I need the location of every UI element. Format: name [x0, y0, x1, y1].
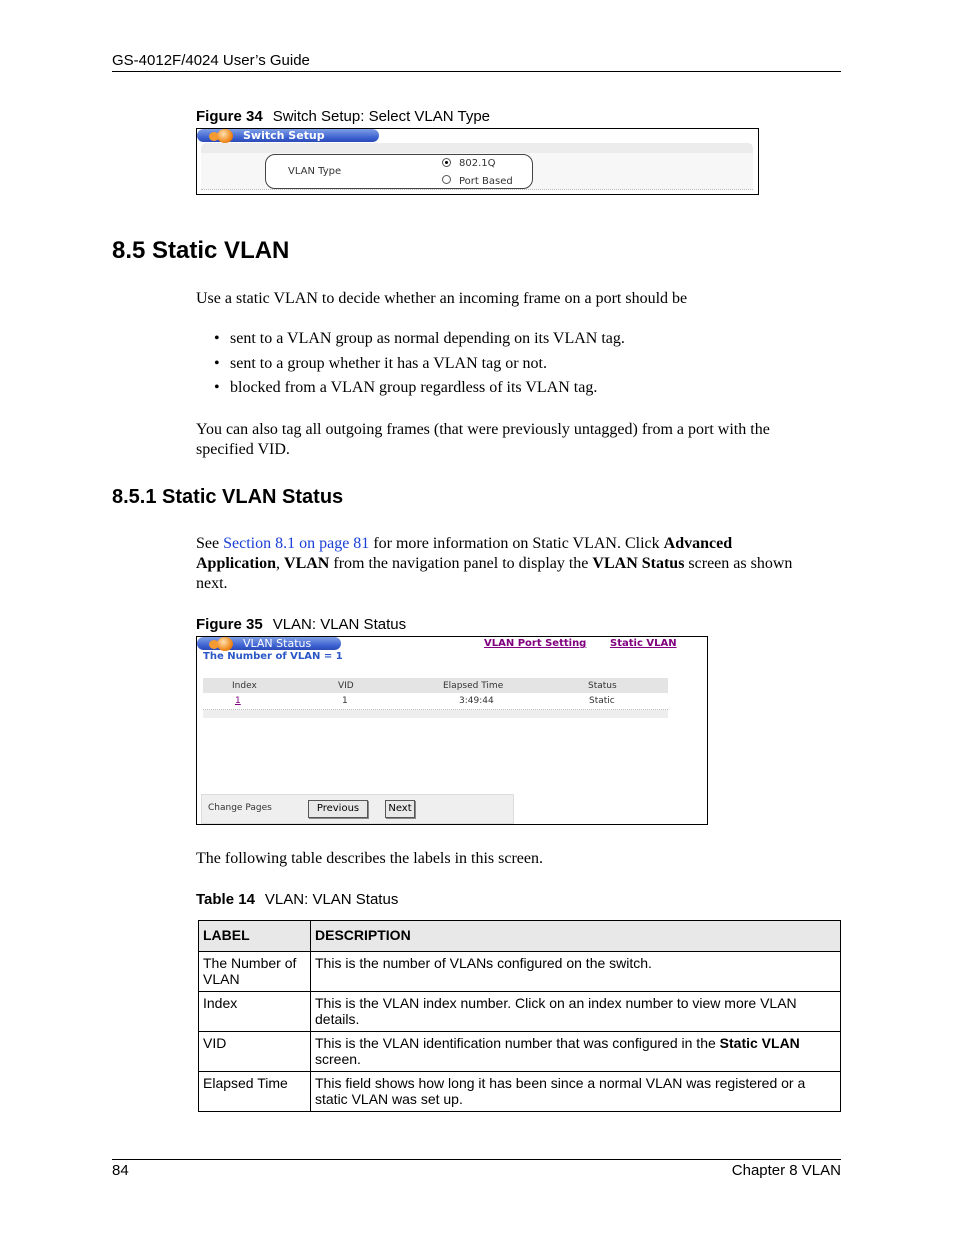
- header-rule: [112, 71, 841, 72]
- bullet-item: • sent to a group whether it has a VLAN tag or not.: [214, 355, 547, 372]
- row-description: This is the VLAN identification number that was configured in the Static VLAN screen.: [311, 1032, 841, 1072]
- figure-34-caption: [196, 108, 490, 125]
- switch-setup-title: Switch Setup: [243, 129, 325, 142]
- bullet-item: • sent to a VLAN group as normal depending on its VLAN tag.: [214, 330, 625, 347]
- elapsed-value: 3:49:44: [459, 696, 494, 706]
- row-label: VID: [199, 1032, 311, 1072]
- row-label: The Number of VLAN: [199, 952, 311, 992]
- tag-paragraph: [196, 420, 841, 460]
- table-footer-band: [203, 710, 668, 718]
- footer-rule: [112, 1159, 841, 1160]
- switch-setup-banner: [197, 129, 379, 142]
- intro-paragraph: Use a static VLAN to decide whether an incoming frame on a port should be: [196, 290, 688, 307]
- vlan-type-label: VLAN Type: [288, 166, 342, 177]
- vid-value: 1: [342, 696, 348, 706]
- figure-34-screenshot: [196, 128, 759, 195]
- banner-orb-icon: [217, 129, 233, 143]
- col-status: Status: [588, 681, 617, 691]
- section-heading: 8.5 Static VLAN: [112, 237, 290, 264]
- header-label: LABEL: [199, 921, 311, 952]
- status-value: Static: [589, 696, 615, 706]
- description-table: [198, 920, 841, 1112]
- bullet-item: • blocked from a VLAN group regardless of its VLAN tag.: [214, 379, 598, 396]
- figure-35-caption: [196, 616, 406, 633]
- col-elapsed-time: Elapsed Time: [443, 681, 504, 691]
- previous-button[interactable]: Previous: [308, 800, 368, 818]
- banner-orb-icon: [217, 637, 233, 651]
- vlan-status-banner: [197, 637, 341, 650]
- static-vlan-link[interactable]: Static VLAN: [610, 638, 677, 649]
- option-port-based-label: Port Based: [459, 176, 513, 187]
- radio-8021q[interactable]: [442, 158, 451, 167]
- table-header-row: [199, 921, 841, 952]
- vlan-status-title: VLAN Status: [243, 637, 312, 650]
- table-14-caption: [196, 891, 398, 908]
- vlan-type-group: [265, 154, 533, 189]
- option-8021q-label: 802.1Q: [459, 158, 496, 169]
- index-link[interactable]: 1: [235, 696, 241, 706]
- figure-35-title: VLAN: VLAN Status: [272, 616, 407, 633]
- vlan-table-header: [203, 678, 668, 693]
- pager-bar: [201, 794, 514, 824]
- tag-paragraph-line-1: You can also tag all outgoing frames (that were previously untagged) from a port with the: [196, 421, 770, 438]
- table-row: [199, 1032, 841, 1072]
- table-14-title: VLAN: VLAN Status: [264, 891, 399, 908]
- section-link[interactable]: Section 8.1 on page 81: [223, 535, 370, 552]
- figure-35-label: Figure 35: [196, 616, 263, 633]
- change-pages-label: Change Pages: [208, 803, 272, 813]
- figure-35-screenshot: [196, 636, 708, 825]
- table-row: [203, 694, 668, 710]
- chapter-title: Chapter 8 VLAN: [731, 1162, 841, 1179]
- figure-34-title: Switch Setup: Select VLAN Type: [272, 108, 491, 125]
- next-button[interactable]: Next: [385, 800, 415, 818]
- page-number: 84: [112, 1162, 129, 1179]
- radio-port-based[interactable]: [442, 175, 451, 184]
- row-label: Index: [199, 992, 311, 1032]
- running-header: GS-4012F/4024 User’s Guide: [112, 52, 310, 69]
- col-vid: VID: [338, 681, 354, 691]
- subsection-heading: 8.5.1 Static VLAN Status: [112, 486, 344, 508]
- row-description: This field shows how long it has been since a normal VLAN was registered or a static VLAN was set up.: [311, 1072, 841, 1112]
- see-paragraph: See Section 8.1 on page 81 for more information on Static VLAN. Click Advanced Application, VLAN from the navigation panel to display the VLAN Status screen as shown next.: [196, 535, 793, 592]
- table-row: [199, 992, 841, 1032]
- table-14-label: Table 14: [196, 891, 255, 908]
- table-row: [199, 952, 841, 992]
- vlan-port-setting-link[interactable]: VLAN Port Setting: [484, 638, 587, 649]
- panel-band: [201, 143, 753, 153]
- tag-paragraph-line-2: specified VID.: [196, 441, 290, 458]
- row-label: Elapsed Time: [199, 1072, 311, 1112]
- vlan-count-text: The Number of VLAN = 1: [203, 651, 343, 662]
- row-description: This is the number of VLANs configured on the switch.: [311, 952, 841, 992]
- col-index: Index: [232, 681, 257, 691]
- header-description: DESCRIPTION: [311, 921, 841, 952]
- table-row: [199, 1072, 841, 1112]
- figure-34-label: Figure 34: [196, 108, 263, 125]
- row-description: This is the VLAN index number. Click on an index number to view more VLAN details.: [311, 992, 841, 1032]
- following-text: The following table describes the labels in this screen.: [196, 850, 544, 867]
